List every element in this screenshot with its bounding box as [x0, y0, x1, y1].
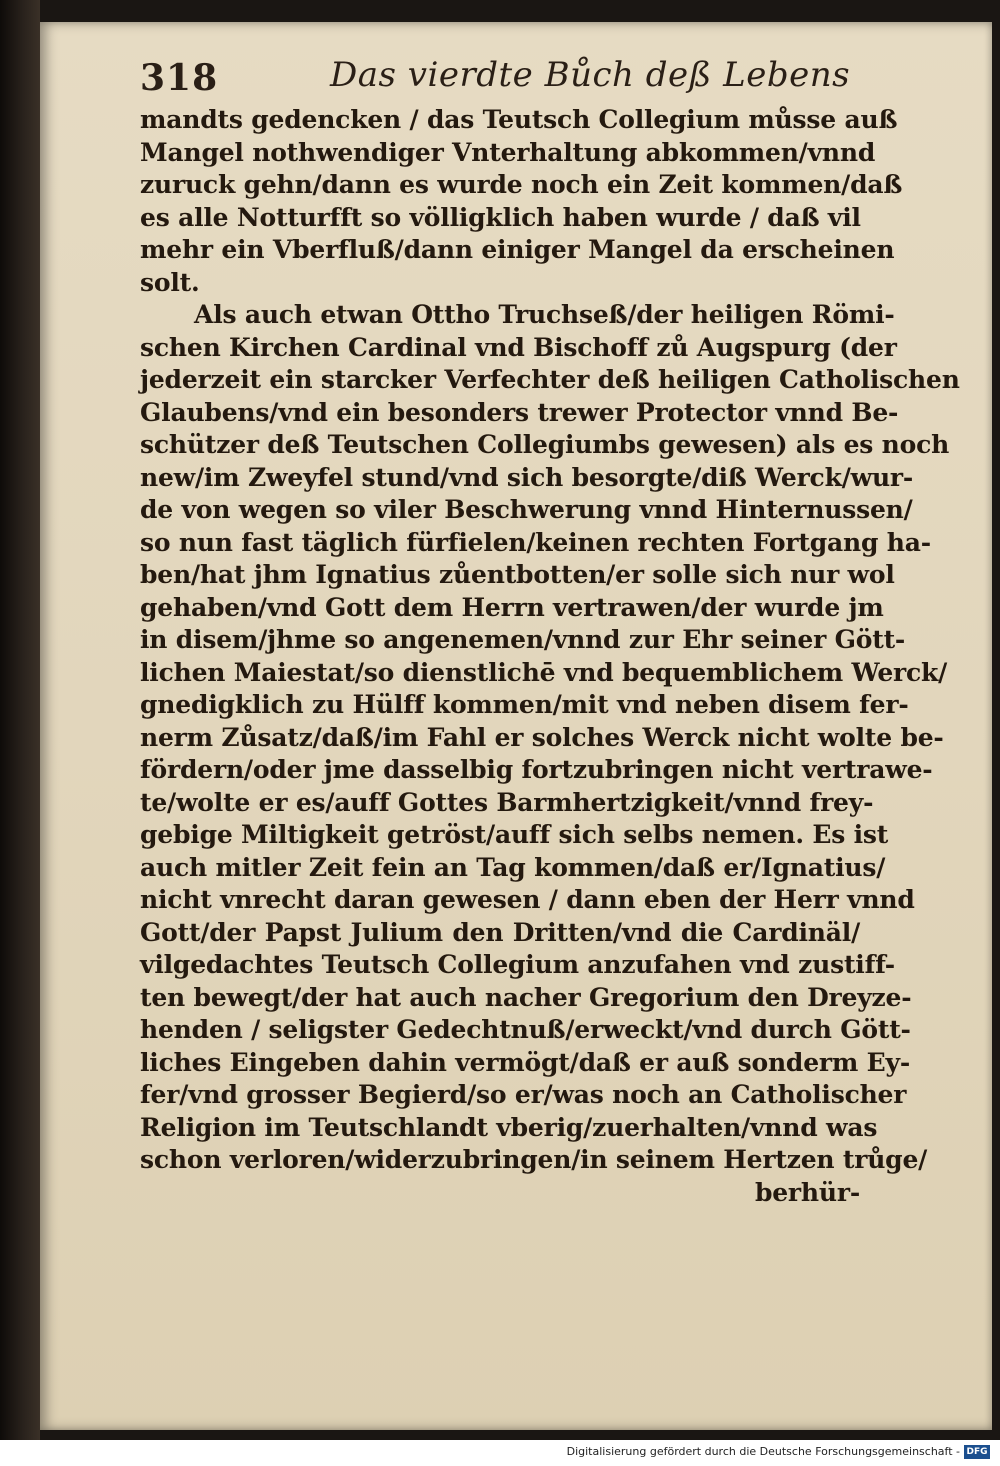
text-line: Glaubens/vnd ein besonders trewer Protector vnnd Be- [140, 397, 899, 427]
text-line: ben/hat jhm Ignatius zůentbotten/er solle sich nur wol [140, 560, 895, 589]
book-spine [0, 0, 40, 1440]
funding-credit: Digitalisierung gefördert durch die Deutsche Forschungsgemeinschaft - [566, 1445, 960, 1458]
text-line: schützer deß Teutschen Collegiumbs gewesen) als es noch [140, 430, 950, 459]
page-number: 318 [140, 57, 219, 99]
text-line: mandts gedencken / das Teutsch Collegium můsse auß [140, 105, 898, 134]
text-line: in disem/jhme so angenemen/vnnd zur Ehr seiner Gött- [140, 625, 906, 654]
text-line: jederzeit ein starcker Verfechter deß heiligen Catholischen [140, 365, 960, 394]
text-line: lichen Maiestat/so dienstlichē vnd bequemblichem Werck/ [140, 657, 948, 687]
paragraph-start-line: Als auch etwan Ottho Truchseß/der heiligen Römi- [194, 300, 895, 329]
text-line: fördern/oder jme dasselbig fortzubringen nicht vertrawe- [140, 755, 933, 784]
page-header [140, 55, 851, 105]
running-head: Das vierdte Bůch deß Lebens [330, 55, 851, 95]
body-text [140, 104, 960, 1209]
text-line: gnedigklich zu Hülff kommen/mit vnd neben disem fer- [140, 690, 909, 719]
text-line: henden / seligster Gedechtnuß/erweckt/vnd durch Gött- [140, 1015, 911, 1044]
text-line: solt. [140, 267, 200, 297]
text-line: Religion im Teutschlandt vberig/zuerhalten/vnnd was [140, 1112, 878, 1142]
text-line: es alle Notturfft so völligklich haben wurde / daß vil [140, 202, 861, 232]
text-line: de von wegen so viler Beschwerung vnnd Hinternussen/ [140, 495, 913, 524]
text-line: schen Kirchen Cardinal vnd Bischoff zů Augspurg (der [140, 332, 897, 362]
footer-bar [0, 1440, 1000, 1466]
text-line: te/wolte er es/auff Gottes Barmhertzigkeit/vnnd frey- [140, 787, 874, 817]
text-line: ten bewegt/der hat auch nacher Gregorium den Dreyze- [140, 982, 912, 1012]
text-line: zuruck gehn/dann es wurde noch ein Zeit kommen/daß [140, 170, 903, 199]
text-line: gehaben/vnd Gott dem Herrn vertrawen/der wurde jm [140, 592, 884, 622]
text-line: nicht vnrecht daran gewesen / dann eben der Herr vnnd [140, 885, 915, 914]
text-line: Mangel nothwendiger Vnterhaltung abkommen/vnnd [140, 137, 876, 167]
text-line: fer/vnd grosser Begierd/so er/was noch an Catholischer [140, 1080, 907, 1109]
catchword: berhür- [754, 1177, 860, 1207]
text-line: Gott/der Papst Julium den Dritten/vnd die Cardinäl/ [140, 917, 860, 947]
text-line: schon verloren/widerzubringen/in seinem Hertzen trůge/ [140, 1145, 928, 1174]
text-line: liches Eingeben dahin vermögt/daß er auß sonderm Ey- [140, 1047, 911, 1077]
dfg-logo: DFG [964, 1445, 990, 1459]
text-line: mehr ein Vberfluß/dann einiger Mangel da erscheinen [140, 235, 895, 264]
text-line: so nun fast täglich fürfielen/keinen rechten Fortgang ha- [140, 527, 931, 557]
text-line: vilgedachtes Teutsch Collegium anzufahen vnd zustiff- [140, 950, 895, 979]
text-line: new/im Zweyfel stund/vnd sich besorgte/diß Werck/wur- [140, 462, 914, 492]
text-line: nerm Zůsatz/daß/im Fahl er solches Werck nicht wolte be- [140, 722, 944, 752]
text-line: auch mitler Zeit fein an Tag kommen/daß er/Ignatius/ [140, 852, 886, 882]
text-line: gebige Miltigkeit getröst/auff sich selbs nemen. Es ist [140, 820, 889, 849]
